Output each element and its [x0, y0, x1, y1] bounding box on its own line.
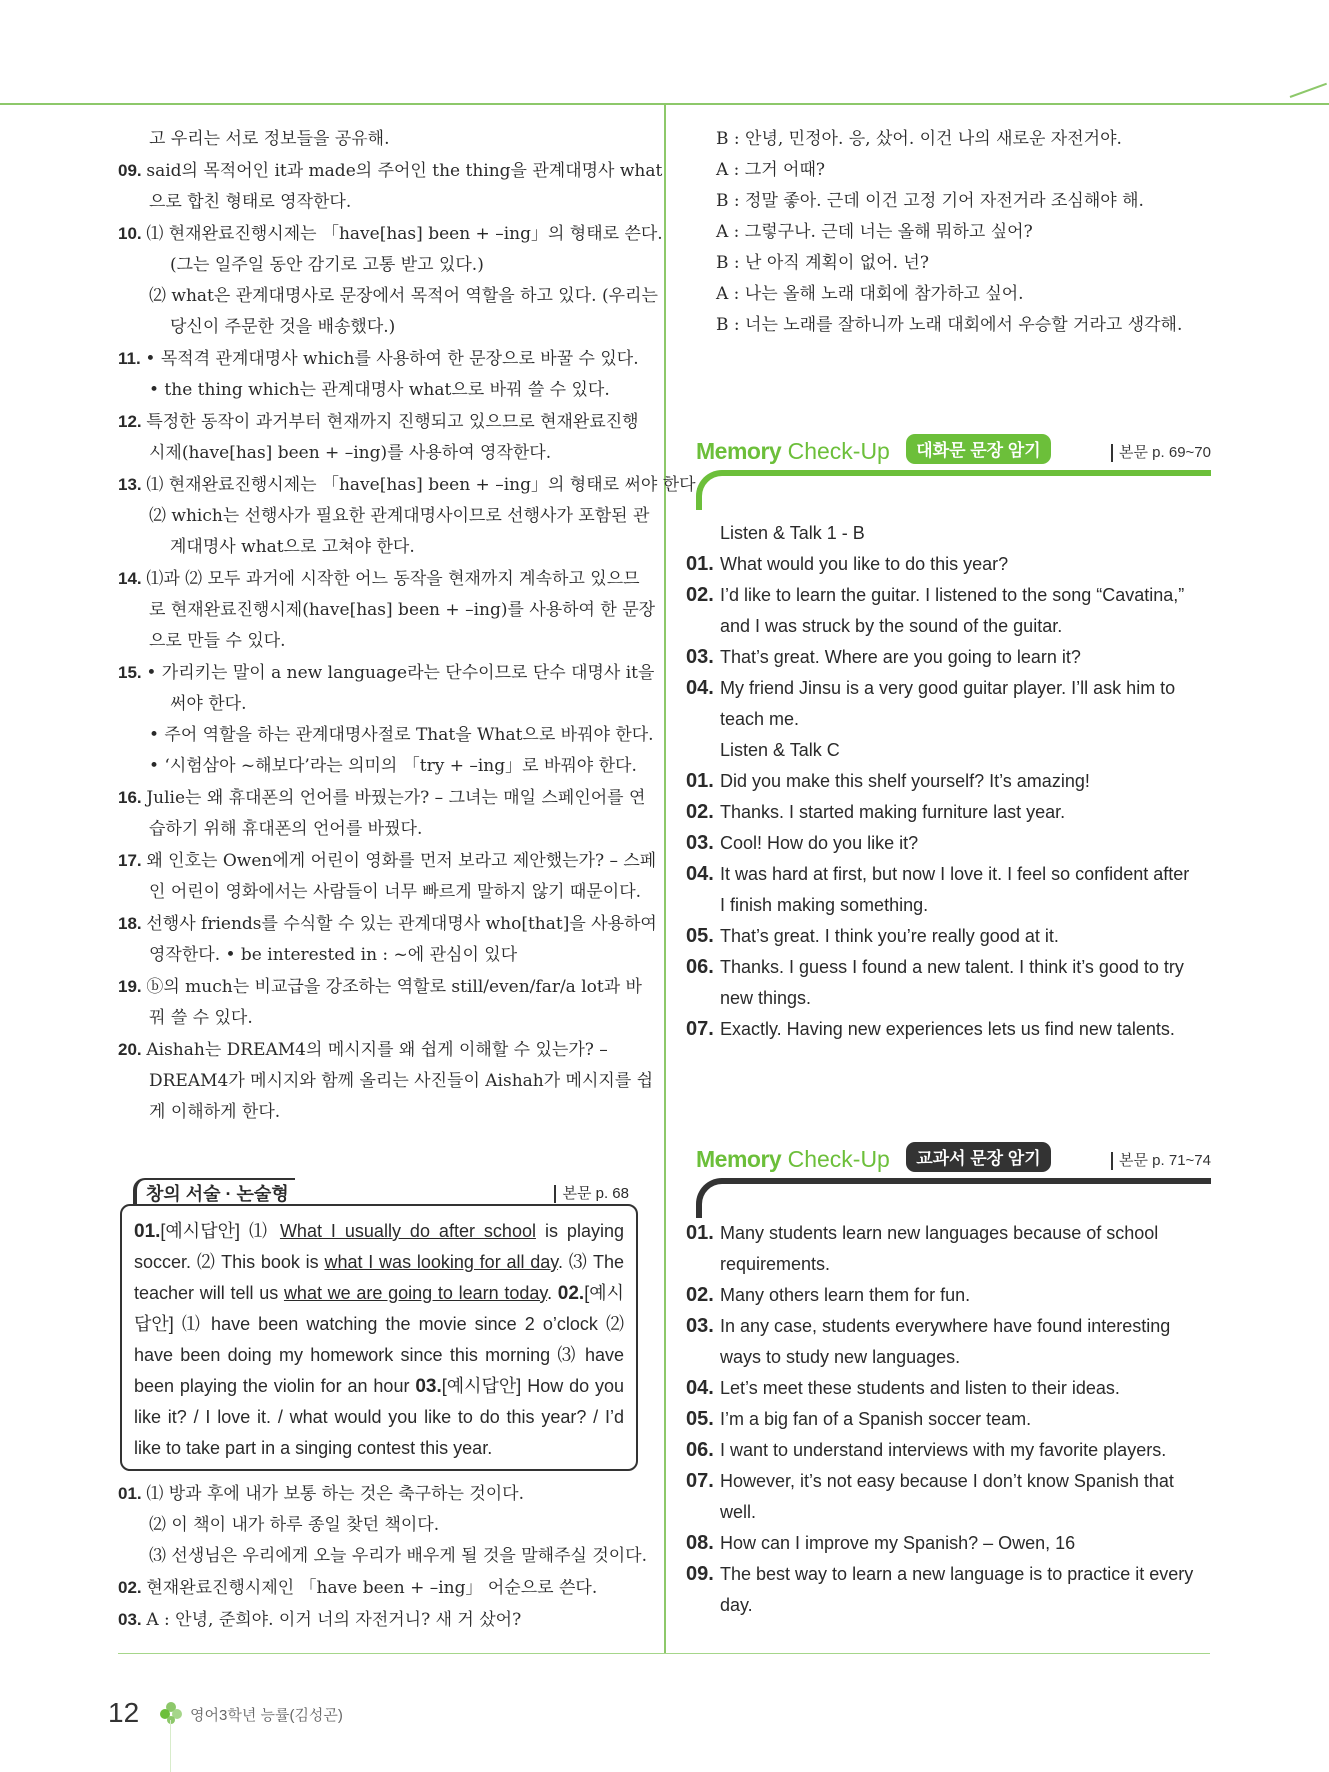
sentence-text	[720, 952, 1212, 1014]
explanation-text: 인 어린이 영화에서는 사람들이 너무 빠르게 말하지 않기 때문이다.	[149, 882, 642, 902]
explanation-text: • the thing which는 관계대명사 what으로 바꿔 쓸 수 있다.	[149, 380, 610, 400]
page-reference: 본문 p. 71~74	[1111, 1152, 1211, 1170]
sentence-number: 01.	[686, 770, 714, 792]
sentence-item	[686, 673, 1212, 735]
sentence-line: The best way to learn a new language is to practice it every	[720, 1564, 1194, 1584]
part-marker: ⑴	[248, 1221, 271, 1241]
sentence-line: and I was struck by the sound of the guitar.	[720, 616, 1063, 636]
sentence-line: I’m a big fan of a Spanish soccer team.	[720, 1409, 1032, 1429]
dialogue-line: A : 그렇구나. 근데 너는 올해 뭐하고 싶어?	[716, 222, 1033, 242]
answer-text: This book is	[215, 1252, 325, 1272]
sentence-number: 03.	[686, 1315, 714, 1337]
explanation-line	[118, 971, 641, 1003]
explanation-line	[118, 1097, 641, 1128]
explanation-line	[118, 124, 641, 155]
explanation-line	[118, 845, 657, 877]
sentence-item	[686, 1404, 1212, 1435]
memory-word: Memory	[696, 1146, 782, 1172]
explanation-text: Julie는 왜 휴대폰의 언어를 바꿨는가? – 그녀는 매일 스페인어를 연	[146, 788, 646, 808]
page-number: 12	[108, 1697, 140, 1728]
clover-icon	[158, 1700, 184, 1726]
sentence-item	[686, 1280, 1212, 1311]
memory-checkup-dialogue-list	[686, 518, 1212, 1045]
sentence-text	[720, 859, 1212, 921]
explanation-line	[118, 626, 641, 657]
explanation-text: ⑵ 이 책이 내가 하루 종일 찾던 책이다.	[149, 1515, 440, 1535]
memory-checkup-textbook-list	[686, 1218, 1212, 1621]
question-number: 01.	[118, 1484, 147, 1503]
sentence-line: Let’s meet these students and listen to their ideas.	[720, 1378, 1120, 1398]
question-number: 17.	[118, 851, 147, 870]
explanation-text: • 목적격 관계대명사 which를 사용하여 한 문장으로 바꿀 수 있다.	[145, 349, 639, 369]
explanation-line	[118, 501, 650, 532]
header-bracket-bar	[696, 470, 1211, 510]
explanation-text: 꿔 쓸 수 있다.	[149, 1008, 253, 1028]
answer-text: ⑴ have been watching the movie since 2 o’clock ⑵ have been doing my homework since this morning ⑶ have been playing the violin for an hour	[134, 1314, 624, 1396]
explanation-text: 시제(have[has] been + –ing)를 사용하여 영작한다.	[149, 443, 552, 463]
explanation-line	[118, 469, 701, 501]
explanation-line	[118, 1572, 641, 1604]
explanation-text: 써야 한다.	[170, 694, 247, 714]
answer-text: The teacher will tell us	[134, 1252, 625, 1303]
explanation-text: 로 현재완료진행시제(have[has] been + –ing)를 사용하여 한 문장	[149, 600, 656, 620]
sentence-item	[686, 1014, 1212, 1045]
explanation-line	[118, 657, 655, 689]
listen-talk-heading: Listen & Talk 1 - B	[720, 523, 865, 543]
creative-writing-page-ref: 본문 p. 68	[554, 1185, 629, 1203]
sentence-line: Thanks. I guess I found a new talent. I think it’s good to try	[720, 957, 1184, 977]
sentence-number: 04.	[686, 863, 714, 885]
sentence-item	[686, 921, 1212, 952]
answer-number: 03.	[415, 1376, 442, 1397]
answer-label: [예시답안]	[160, 1221, 240, 1241]
creative-writing-title: 창의 서술 · 논술형	[133, 1178, 295, 1206]
sentence-line: That’s great. Where are you going to learn it?	[720, 647, 1081, 667]
checkup-word: Check-Up	[787, 438, 890, 464]
sentence-item	[686, 859, 1212, 921]
answer-text: .	[547, 1283, 558, 1303]
sentence-number: 02.	[686, 801, 714, 823]
sentence-text	[720, 828, 1212, 859]
sentence-line: I’d like to learn the guitar. I listened to the song “Cavatina,”	[720, 585, 1185, 605]
explanation-text: 계대명사 what으로 고쳐야 한다.	[170, 537, 415, 557]
memory-word: Memory	[696, 438, 782, 464]
sentence-number: 06.	[686, 956, 714, 978]
explanation-line	[118, 814, 641, 845]
explanation-text: ⑵ what은 관계대명사로 문장에서 목적어 역할을 하고 있다. (우리는	[149, 286, 658, 306]
checkup-word: Check-Up	[787, 1146, 890, 1172]
book-title: 영어3학년 능률(김성곤)	[190, 1707, 343, 1724]
sentence-line: Thanks. I started making furniture last year.	[720, 802, 1066, 822]
sentence-text	[720, 1466, 1212, 1528]
answer-number: 01.	[134, 1221, 161, 1242]
sentence-line: ways to study new languages.	[720, 1347, 961, 1367]
explanation-line	[118, 563, 641, 595]
sentence-number: 07.	[686, 1470, 714, 1492]
question-number: 09.	[118, 161, 147, 180]
sentence-line: I finish making something.	[720, 895, 929, 915]
dialogue-line: A : 그거 어때?	[716, 160, 826, 180]
sentence-number: 05.	[686, 925, 714, 947]
sentence-item	[686, 828, 1212, 859]
bottom-rule	[118, 1653, 1210, 1654]
explanation-text: ⑴ 방과 후에 내가 보통 하는 것은 축구하는 것이다.	[146, 1484, 525, 1504]
sentence-line: In any case, students everywhere have found interesting	[720, 1316, 1171, 1336]
sentence-item	[686, 1373, 1212, 1404]
dialogue-line: B : 정말 좋아. 근데 이건 고정 기어 자전거라 조심해야 해.	[716, 191, 1144, 211]
underlined-answer: what I was looking for all day	[324, 1252, 558, 1272]
question-number: 14.	[118, 569, 147, 588]
memory-checkup-title	[696, 1142, 1051, 1173]
explanation-text: • 주어 역할을 하는 관계대명사절로 That을 What으로 바꿔야 한다.	[149, 725, 654, 745]
question-number: 11.	[118, 349, 146, 368]
listen-talk-heading: Listen & Talk C	[720, 740, 840, 760]
sentence-line: Exactly. Having new experiences lets us find new talents.	[720, 1019, 1175, 1039]
sentence-line: That’s great. I think you’re really good at it.	[720, 926, 1059, 946]
explanation-line	[118, 312, 641, 343]
sentence-line: Did you make this shelf yourself? It’s amazing!	[720, 771, 1090, 791]
creative-writing-answer-box	[120, 1204, 638, 1471]
explanation-line	[118, 940, 641, 971]
sentence-number: 02.	[686, 1284, 714, 1306]
sentence-line: new things.	[720, 988, 812, 1008]
sentence-number: 03.	[686, 832, 714, 854]
explanation-text: 선행사 friends를 수식할 수 있는 관계대명사 who[that]을 사용하여	[146, 914, 657, 934]
sentence-number: 08.	[686, 1532, 714, 1554]
question-number: 20.	[118, 1040, 147, 1059]
answer-label: [예시답안]	[441, 1376, 522, 1396]
sentence-text	[720, 921, 1212, 952]
explanation-line	[118, 406, 641, 438]
explanation-text: DREAM4가 메시지와 함께 올리는 사진들이 Aishah가 메시지를 쉽	[149, 1071, 654, 1091]
explanation-text: (그는 일주일 동안 감기로 고통 받고 있다.)	[170, 255, 484, 275]
sentence-text	[720, 1404, 1212, 1435]
explanation-line	[118, 689, 641, 720]
footer-stem-line	[170, 1720, 171, 1772]
underlined-answer: what we are going to learn today	[283, 1283, 548, 1303]
sentence-number: 01.	[686, 553, 714, 575]
explanation-line	[118, 1003, 641, 1034]
memory-checkup-textbook-header	[696, 1142, 1211, 1202]
explanation-text: 게 이해하게 한다.	[149, 1102, 281, 1122]
explanation-line	[118, 532, 641, 563]
sentence-line: What would you like to do this year?	[720, 554, 1009, 574]
sentence-text	[720, 766, 1212, 797]
column-divider	[664, 104, 666, 1654]
explanation-line	[118, 1066, 654, 1097]
explanation-line	[118, 250, 641, 281]
explanation-text: 으로 합친 형태로 영작한다.	[149, 192, 352, 212]
explanation-line	[118, 1510, 641, 1541]
explanation-text: ⑵ which는 선행사가 필요한 관계대명사이므로 선행사가 포함된 관	[149, 506, 650, 526]
sentence-line: well.	[720, 1502, 757, 1522]
explanation-line	[118, 438, 641, 469]
question-number: 12.	[118, 412, 147, 431]
explanation-text: said의 목적어인 it과 made의 주어인 the thing을 관계대명사 what	[146, 161, 663, 181]
sentence-text	[720, 549, 1212, 580]
header-bracket-bar	[696, 1178, 1211, 1218]
question-number: 02.	[118, 1578, 147, 1597]
sentence-text	[720, 1528, 1212, 1559]
dialogue-line: B : 너는 노래를 잘하니까 노래 대회에서 우승할 거라고 생각해.	[716, 315, 1183, 335]
sentence-item	[686, 797, 1212, 828]
sentence-text	[720, 580, 1212, 642]
sentence-number: 03.	[686, 646, 714, 668]
sentence-item	[686, 766, 1212, 797]
dialogue-line: A : 나는 올해 노래 대회에 참가하고 싶어.	[716, 284, 1024, 304]
sentence-number: 04.	[686, 1377, 714, 1399]
sentence-line: Cool! How do you like it?	[720, 833, 919, 853]
sentence-item	[686, 642, 1212, 673]
sentence-item	[686, 1311, 1212, 1373]
explanation-line	[118, 751, 641, 782]
sentence-item	[686, 1528, 1212, 1559]
explanation-text: 왜 인호는 Owen에게 어린이 영화를 먼저 보라고 제안했는가? – 스페	[146, 851, 657, 871]
explanation-text: A : 안녕, 준희야. 이거 너의 자전거니? 새 거 샀어?	[146, 1610, 522, 1630]
explanation-text: 습하기 위해 휴대폰의 언어를 바꿨다.	[149, 819, 423, 839]
sentence-text	[720, 1280, 1212, 1311]
question-number: 18.	[118, 914, 147, 933]
sentence-line: day.	[720, 1595, 753, 1615]
answer-text: is playing soccer.	[134, 1221, 624, 1272]
sentence-line: teach me.	[720, 709, 800, 729]
explanation-line	[118, 155, 663, 187]
explanation-text: ⑴ 현재완료진행시제는 「have[has] been + –ing」의 형태로 쓴다.	[146, 224, 663, 244]
question-number: 10.	[118, 224, 147, 243]
explanation-line	[118, 1478, 641, 1510]
answer-label: [예시답안]	[134, 1283, 624, 1334]
section-badge: 교과서 문장 암기	[906, 1142, 1050, 1172]
sentence-line: I want to understand interviews with my favorite players.	[720, 1440, 1167, 1460]
explanation-text: 당신이 주문한 것을 배송했다.)	[170, 317, 396, 337]
top-rule-corner	[1290, 83, 1327, 98]
explanation-line	[118, 782, 646, 814]
sentence-text	[720, 1373, 1212, 1404]
sentence-text	[720, 1218, 1212, 1280]
explanation-line	[118, 281, 658, 312]
sentence-line: requirements.	[720, 1254, 831, 1274]
underlined-answer: What I usually do after school	[279, 1221, 536, 1241]
answer-text: .	[557, 1252, 569, 1272]
sentence-text	[720, 797, 1212, 828]
explanation-text: ⑶ 선생님은 우리에게 오늘 우리가 배우게 될 것을 말해주실 것이다.	[149, 1546, 648, 1566]
page-reference: 본문 p. 69~70	[1111, 444, 1211, 462]
explanation-text: ⑴ 현재완료진행시제는 「have[has] been + –ing」의 형태로 써야 한다.	[146, 475, 701, 495]
sentence-text	[720, 1559, 1212, 1621]
question-number: 19.	[118, 977, 147, 996]
sentence-line: It was hard at first, but now I love it. I feel so confident after	[720, 864, 1190, 884]
sentence-line: How can I improve my Spanish? – Owen, 16	[720, 1533, 1076, 1553]
sentence-number: 06.	[686, 1439, 714, 1461]
question-number: 13.	[118, 475, 147, 494]
explanation-line	[118, 908, 657, 940]
creative-writing-explanations	[118, 1478, 648, 1636]
explanation-text: 특정한 동작이 과거부터 현재까지 진행되고 있으므로 현재완료진행	[146, 412, 639, 432]
sentence-number: 05.	[686, 1408, 714, 1430]
dialogue-line: B : 안녕, 민정아. 응, 샀어. 이건 나의 새로운 자전거야.	[716, 129, 1122, 149]
explanation-text: ⓑ의 much는 비교급을 강조하는 역할로 still/even/far/a lot과 바	[146, 977, 642, 997]
explanation-text: ⑴과 ⑵ 모두 과거에 시작한 어느 동작을 현재까지 계속하고 있으므	[146, 569, 640, 589]
explanation-line	[118, 218, 663, 250]
question-number: 03.	[118, 1610, 147, 1629]
explanation-line	[118, 1604, 641, 1636]
explanation-text: Aishah는 DREAM4의 메시지를 왜 쉽게 이해할 수 있는가? –	[146, 1040, 608, 1060]
sentence-item	[686, 1218, 1212, 1280]
sentence-item	[686, 952, 1212, 1014]
explanation-text: 고 우리는 서로 정보들을 공유해.	[149, 129, 390, 149]
sentence-line: Many others learn them for fun.	[720, 1285, 971, 1305]
explanation-line	[118, 1541, 648, 1572]
dialogue-line: B : 난 아직 계획이 없어. 넌?	[716, 253, 929, 273]
sentence-item	[686, 1466, 1212, 1528]
sentence-text	[720, 1435, 1212, 1466]
sentence-item	[686, 1559, 1212, 1621]
sentence-number: 01.	[686, 1222, 714, 1244]
explanation-text: • 가리키는 말이 a new language라는 단수이므로 단수 대명사 it을	[146, 663, 655, 683]
sentence-item	[686, 549, 1212, 580]
sentence-item	[686, 1435, 1212, 1466]
sentence-line: Many students learn new languages because of school	[720, 1223, 1159, 1243]
sentence-text	[720, 1014, 1212, 1045]
sentence-number: 02.	[686, 584, 714, 606]
answer-number: 02.	[557, 1283, 585, 1304]
explanation-line	[118, 187, 641, 218]
explanation-line	[118, 375, 641, 406]
section-badge: 대화문 문장 암기	[906, 434, 1050, 464]
sentence-line: However, it’s not easy because I don’t know Spanish that	[720, 1471, 1174, 1491]
explanation-line	[118, 1034, 641, 1066]
part-marker: ⑶	[568, 1252, 588, 1272]
memory-checkup-title	[696, 434, 1051, 465]
sentence-number: 07.	[686, 1018, 714, 1040]
sentence-number: 04.	[686, 677, 714, 699]
sentence-text	[720, 1311, 1212, 1373]
answer-text: How do you like it? / I love it. / what would you like to do this year? / I’d like to take part in a singing contest this year.	[134, 1376, 624, 1458]
sentence-number: 09.	[686, 1563, 714, 1585]
question-number: 15.	[118, 663, 147, 682]
explanation-text: 현재완료진행시제인 「have been + –ing」 어순으로 쓴다.	[146, 1578, 598, 1598]
sentence-item	[686, 580, 1212, 642]
question-number: 16.	[118, 788, 147, 807]
dialogue-translation	[716, 124, 1236, 341]
memory-checkup-dialogue-header	[696, 434, 1211, 494]
sentence-text	[720, 642, 1212, 673]
explanation-text: 으로 만들 수 있다.	[149, 631, 286, 651]
explanation-line	[118, 595, 656, 626]
explanation-text: 영작한다. • be interested in : ~에 관심이 있다	[149, 945, 518, 965]
explanation-line	[118, 343, 641, 375]
explanation-line	[118, 877, 641, 908]
explanation-text: • ‘시험삼아 ~해보다’라는 의미의 「try + –ing」로 바꿔야 한다.	[149, 756, 637, 776]
sentence-text	[720, 673, 1212, 735]
sentence-line: My friend Jinsu is a very good guitar player. I’ll ask him to	[720, 678, 1176, 698]
part-marker: ⑵	[196, 1252, 216, 1272]
explanation-line	[118, 720, 654, 751]
